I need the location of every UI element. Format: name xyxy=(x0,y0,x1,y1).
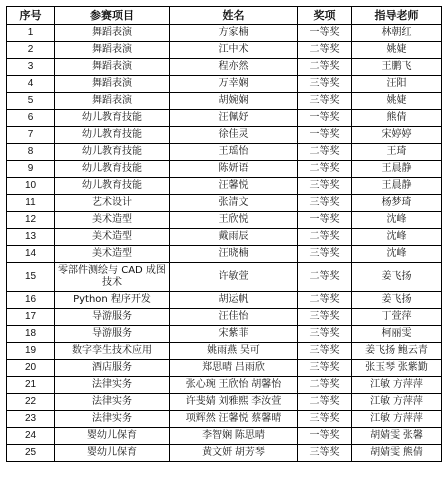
table-row xyxy=(7,178,442,195)
cell-name: 徐佳灵 xyxy=(170,127,298,144)
cell-teacher: 沈峰 xyxy=(352,246,442,263)
table-row xyxy=(7,42,442,59)
cell-no: 2 xyxy=(7,42,55,59)
cell-project: 婴幼儿保育 xyxy=(55,445,170,462)
cell-project: 幼儿教育技能 xyxy=(55,144,170,161)
cell-project: 幼儿教育技能 xyxy=(55,110,170,127)
cell-name: 陈妍语 xyxy=(170,161,298,178)
cell-award: 一等奖 xyxy=(298,212,352,229)
cell-award: 三等奖 xyxy=(298,326,352,343)
cell-award: 二等奖 xyxy=(298,377,352,394)
cell-project: 舞蹈表演 xyxy=(55,25,170,42)
cell-no: 11 xyxy=(7,195,55,212)
cell-teacher: 柯丽雯 xyxy=(352,326,442,343)
cell-award: 二等奖 xyxy=(298,161,352,178)
cell-teacher: 江敏 方萍萍 xyxy=(352,394,442,411)
table-row xyxy=(7,326,442,343)
cell-name: 许敏萱 xyxy=(170,263,298,292)
cell-teacher: 丁萱萍 xyxy=(352,309,442,326)
cell-award: 二等奖 xyxy=(298,229,352,246)
cell-teacher: 姜飞扬 鲍云青 xyxy=(352,343,442,360)
cell-award: 二等奖 xyxy=(298,59,352,76)
cell-name: 姚雨燕 吴可 xyxy=(170,343,298,360)
cell-name: 胡运帆 xyxy=(170,292,298,309)
cell-teacher: 胡婧雯 张馨 xyxy=(352,428,442,445)
cell-name: 汪佳怡 xyxy=(170,309,298,326)
cell-teacher: 江敏 方萍萍 xyxy=(352,411,442,428)
cell-teacher: 王琦 xyxy=(352,144,442,161)
cell-no: 6 xyxy=(7,110,55,127)
table-body xyxy=(7,25,442,462)
table-row xyxy=(7,394,442,411)
cell-name: 宋紫菲 xyxy=(170,326,298,343)
cell-no: 23 xyxy=(7,411,55,428)
cell-name: 项辉然 汪馨悦 蔡馨晴 xyxy=(170,411,298,428)
table-row xyxy=(7,110,442,127)
cell-award: 一等奖 xyxy=(298,127,352,144)
cell-project: 零部件测绘与 CAD 成图技术 xyxy=(55,263,170,292)
cell-name: 程亦然 xyxy=(170,59,298,76)
cell-award: 三等奖 xyxy=(298,309,352,326)
cell-teacher: 张玉琴 张紫勤 xyxy=(352,360,442,377)
cell-no: 3 xyxy=(7,59,55,76)
table-row xyxy=(7,229,442,246)
cell-no: 15 xyxy=(7,263,55,292)
table-row xyxy=(7,428,442,445)
award-table xyxy=(6,6,442,462)
cell-project: 舞蹈表演 xyxy=(55,76,170,93)
cell-teacher: 江敏 方萍萍 xyxy=(352,377,442,394)
cell-no: 10 xyxy=(7,178,55,195)
cell-no: 8 xyxy=(7,144,55,161)
cell-no: 24 xyxy=(7,428,55,445)
cell-project: 幼儿教育技能 xyxy=(55,161,170,178)
table-row xyxy=(7,93,442,110)
cell-award: 三等奖 xyxy=(298,195,352,212)
cell-teacher: 沈峰 xyxy=(352,212,442,229)
cell-teacher: 姜飞扬 xyxy=(352,292,442,309)
cell-award: 二等奖 xyxy=(298,144,352,161)
cell-name: 方家楠 xyxy=(170,25,298,42)
table-row xyxy=(7,411,442,428)
cell-no: 21 xyxy=(7,377,55,394)
table-row xyxy=(7,377,442,394)
table-row xyxy=(7,309,442,326)
cell-no: 13 xyxy=(7,229,55,246)
table-row xyxy=(7,360,442,377)
cell-award: 三等奖 xyxy=(298,93,352,110)
cell-award: 二等奖 xyxy=(298,42,352,59)
cell-name: 张心琬 王欣怡 胡馨怡 xyxy=(170,377,298,394)
cell-project: 婴幼儿保育 xyxy=(55,428,170,445)
cell-teacher: 杨梦琦 xyxy=(352,195,442,212)
cell-project: 舞蹈表演 xyxy=(55,93,170,110)
cell-project: 法律实务 xyxy=(55,394,170,411)
cell-name: 胡婉娴 xyxy=(170,93,298,110)
cell-no: 16 xyxy=(7,292,55,309)
table-row xyxy=(7,343,442,360)
table-row xyxy=(7,445,442,462)
header-name: 姓名 xyxy=(170,7,298,25)
cell-project: 法律实务 xyxy=(55,377,170,394)
table-row xyxy=(7,144,442,161)
cell-teacher: 王晨静 xyxy=(352,161,442,178)
cell-award: 一等奖 xyxy=(298,110,352,127)
cell-project: 数字孪生技术应用 xyxy=(55,343,170,360)
cell-teacher: 姚婕 xyxy=(352,42,442,59)
cell-project: 导游服务 xyxy=(55,326,170,343)
cell-no: 5 xyxy=(7,93,55,110)
header-project: 参赛项目 xyxy=(55,7,170,25)
cell-award: 三等奖 xyxy=(298,343,352,360)
cell-no: 12 xyxy=(7,212,55,229)
cell-project: Python 程序开发 xyxy=(55,292,170,309)
cell-no: 18 xyxy=(7,326,55,343)
table-header-row xyxy=(7,7,442,25)
cell-teacher: 沈峰 xyxy=(352,229,442,246)
cell-teacher: 姚婕 xyxy=(352,93,442,110)
header-award: 奖项 xyxy=(298,7,352,25)
cell-project: 导游服务 xyxy=(55,309,170,326)
cell-teacher: 汪阳 xyxy=(352,76,442,93)
cell-teacher: 林朝红 xyxy=(352,25,442,42)
header-teacher: 指导老师 xyxy=(352,7,442,25)
cell-award: 一等奖 xyxy=(298,25,352,42)
cell-project: 美术造型 xyxy=(55,229,170,246)
cell-no: 4 xyxy=(7,76,55,93)
cell-name: 汪馨悦 xyxy=(170,178,298,195)
cell-no: 17 xyxy=(7,309,55,326)
cell-name: 王瑶怡 xyxy=(170,144,298,161)
cell-name: 许斐婧 刘雅熙 李汝萱 xyxy=(170,394,298,411)
cell-name: 张清文 xyxy=(170,195,298,212)
table-row xyxy=(7,59,442,76)
cell-award: 三等奖 xyxy=(298,246,352,263)
cell-no: 7 xyxy=(7,127,55,144)
table-row xyxy=(7,292,442,309)
cell-name: 万幸娴 xyxy=(170,76,298,93)
cell-award: 三等奖 xyxy=(298,178,352,195)
cell-project: 法律实务 xyxy=(55,411,170,428)
cell-project: 幼儿教育技能 xyxy=(55,178,170,195)
cell-teacher: 胡婧雯 熊倩 xyxy=(352,445,442,462)
cell-name: 汪晓楠 xyxy=(170,246,298,263)
cell-award: 一等奖 xyxy=(298,428,352,445)
table-row xyxy=(7,195,442,212)
table-row xyxy=(7,76,442,93)
cell-name: 戴雨辰 xyxy=(170,229,298,246)
table-row xyxy=(7,263,442,292)
table-row xyxy=(7,212,442,229)
cell-project: 舞蹈表演 xyxy=(55,59,170,76)
cell-project: 酒店服务 xyxy=(55,360,170,377)
award-list-document xyxy=(6,6,441,462)
cell-award: 二等奖 xyxy=(298,292,352,309)
cell-project: 美术造型 xyxy=(55,212,170,229)
cell-teacher: 王晨静 xyxy=(352,178,442,195)
cell-award: 二等奖 xyxy=(298,394,352,411)
cell-teacher: 王鹏飞 xyxy=(352,59,442,76)
table-row xyxy=(7,25,442,42)
cell-project: 舞蹈表演 xyxy=(55,42,170,59)
cell-name: 郑思晴 吕雨欣 xyxy=(170,360,298,377)
cell-name: 江中术 xyxy=(170,42,298,59)
table-row xyxy=(7,246,442,263)
cell-teacher: 宋婷婷 xyxy=(352,127,442,144)
header-no: 序号 xyxy=(7,7,55,25)
cell-award: 三等奖 xyxy=(298,76,352,93)
cell-award: 三等奖 xyxy=(298,411,352,428)
cell-no: 19 xyxy=(7,343,55,360)
cell-no: 20 xyxy=(7,360,55,377)
cell-project: 艺术设计 xyxy=(55,195,170,212)
cell-name: 李智娴 陈思晴 xyxy=(170,428,298,445)
cell-no: 1 xyxy=(7,25,55,42)
cell-no: 14 xyxy=(7,246,55,263)
cell-project: 幼儿教育技能 xyxy=(55,127,170,144)
cell-no: 22 xyxy=(7,394,55,411)
cell-name: 黄文妍 胡芳琴 xyxy=(170,445,298,462)
cell-award: 三等奖 xyxy=(298,360,352,377)
cell-award: 三等奖 xyxy=(298,445,352,462)
cell-name: 王欣悦 xyxy=(170,212,298,229)
cell-project: 美术造型 xyxy=(55,246,170,263)
cell-no: 9 xyxy=(7,161,55,178)
table-row xyxy=(7,127,442,144)
cell-award: 二等奖 xyxy=(298,263,352,292)
cell-teacher: 熊倩 xyxy=(352,110,442,127)
table-row xyxy=(7,161,442,178)
cell-teacher: 姜飞扬 xyxy=(352,263,442,292)
cell-no: 25 xyxy=(7,445,55,462)
cell-name: 汪佩妤 xyxy=(170,110,298,127)
